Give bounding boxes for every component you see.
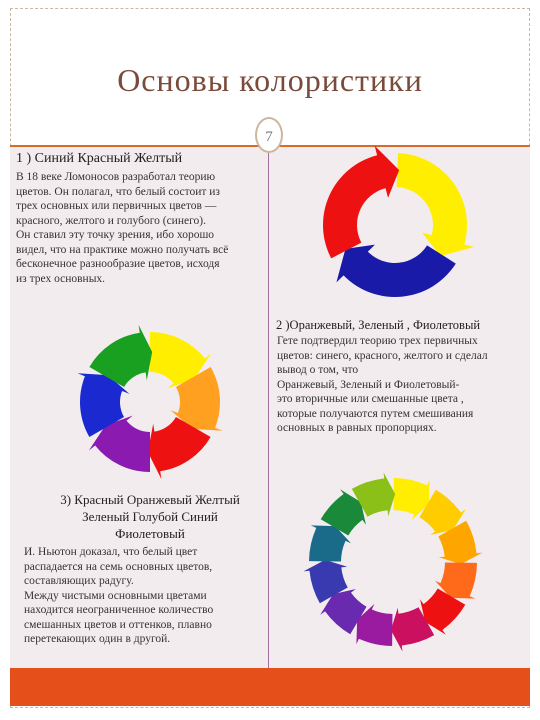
section1-heading: 1 ) Синий Красный Желтый: [16, 151, 183, 166]
text-line: цветов. Он полагал, что белый состоит из: [16, 185, 220, 198]
footer-bar: [10, 668, 530, 706]
primary-wheel-arrow: [397, 153, 474, 256]
section2-text: [277, 334, 527, 436]
page-number: 7: [255, 117, 283, 153]
section3-text: [24, 545, 266, 647]
text-line: перетекающих один в другой.: [24, 633, 171, 645]
text-line: составляющих радугу.: [24, 575, 134, 587]
text-line: находится неограниченное количество: [24, 604, 214, 616]
text-line: Он ставил эту точку зрения, ибо хорошо: [16, 229, 215, 241]
column-divider: [268, 146, 269, 668]
text-line: Гете подтвердил теорию трех первичных: [277, 335, 478, 347]
primary-wheel-arrow: [323, 146, 399, 259]
text-line: из трех основных.: [16, 272, 106, 285]
text-line: основных в равных пропорциях.: [277, 422, 437, 434]
text-line: красного, желтого и голубого (синего).: [16, 214, 206, 227]
heading-line: Фиолетовый: [115, 526, 185, 541]
text-line: трех основных или первичных цветов —: [16, 200, 217, 212]
spectrum-color-wheel: [290, 465, 500, 655]
text-line: цветов: синего, красного, желтого и сделал: [277, 349, 488, 362]
section1-text: [16, 170, 264, 286]
text-line: видел, что на практике можно получать всё: [16, 243, 229, 256]
heading-line: Зеленый Голубой Синий: [82, 509, 218, 524]
text-line: это вторичные или смешанные цвета ,: [277, 393, 464, 405]
primary-color-wheel: [300, 140, 490, 310]
text-line: смешанных цветов и оттенков, плавно: [24, 618, 212, 631]
text-line: бесконечное разнообразие цветов, исходя: [16, 258, 220, 270]
text-line: Оранжевый, Зеленый и Фиолетовый-: [277, 378, 460, 391]
text-line: В 18 веке Ломоносов разработал теорию: [16, 171, 216, 183]
heading-line: 3) Красный Оранжевый Желтый: [60, 492, 240, 507]
page-title: Основы колористики: [117, 62, 423, 98]
text-line: которые получаются путем смешивания: [277, 407, 474, 420]
text-line: Между чистыми основными цветами: [24, 589, 207, 602]
text-line: вывод о том, что: [277, 364, 359, 376]
section3-heading: [30, 491, 270, 542]
text-line: распадается на семь основных цветов,: [24, 560, 213, 573]
text-line: И. Ньютон доказал, что белый цвет: [24, 546, 198, 558]
section2-heading: 2 )Оранжевый, Зеленый , Фиолетовый: [276, 318, 481, 332]
primary-wheel-arrow: [336, 245, 455, 297]
secondary-color-wheel: [60, 310, 250, 490]
